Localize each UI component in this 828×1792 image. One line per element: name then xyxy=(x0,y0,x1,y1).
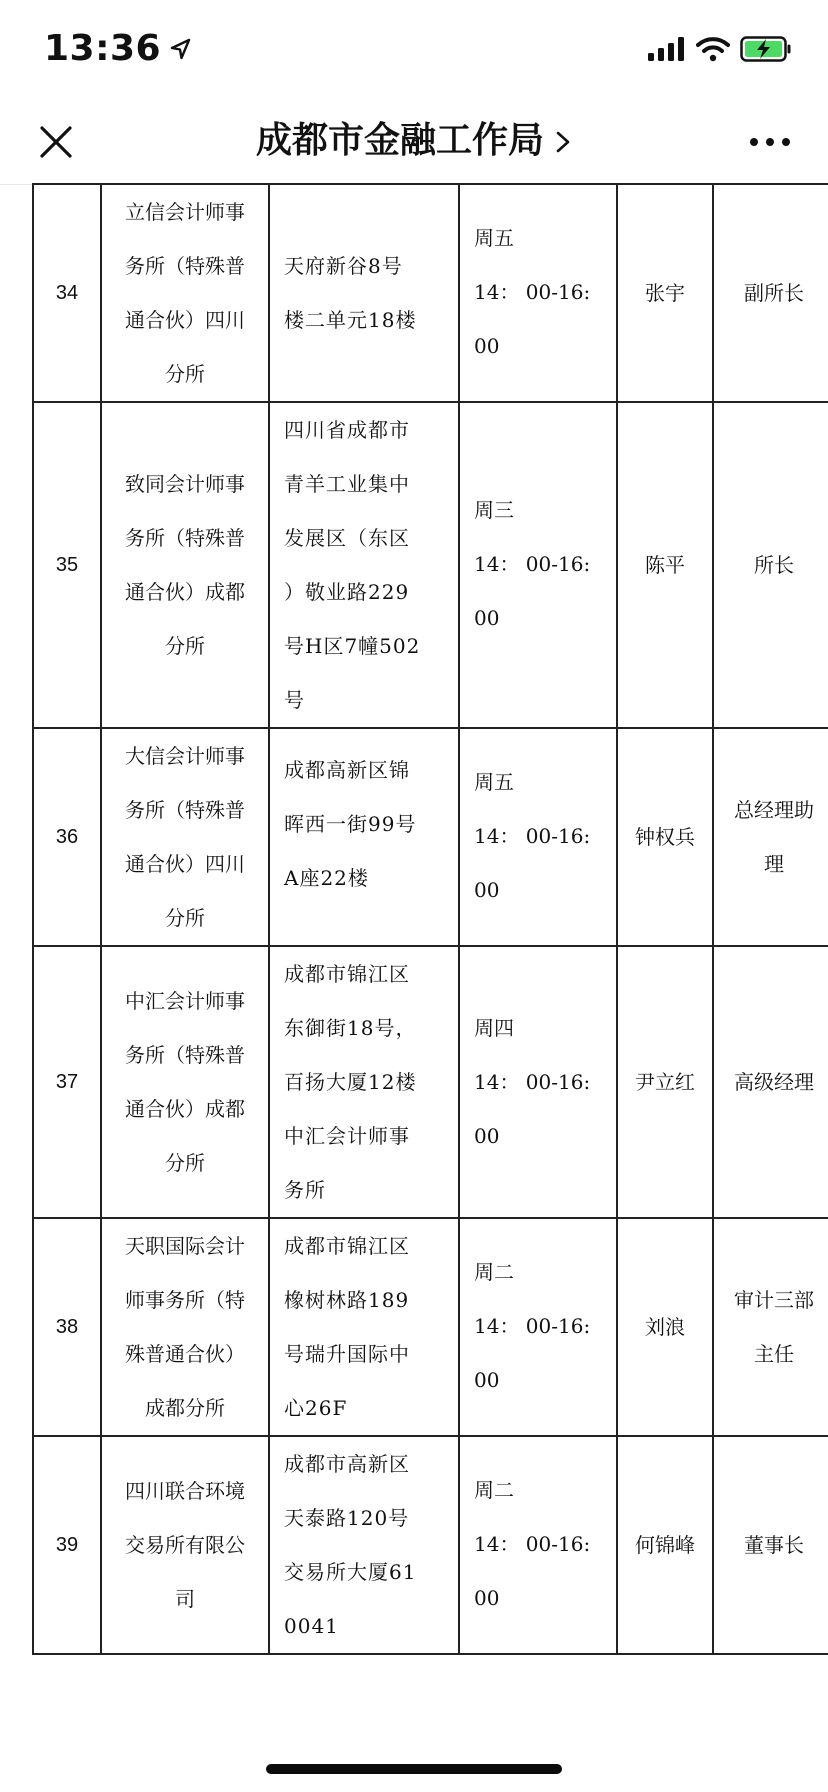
title-text: 所长 xyxy=(754,553,794,577)
table-row xyxy=(33,402,828,728)
row-number: 34 xyxy=(33,184,101,402)
contact-title xyxy=(713,184,828,402)
institution-address xyxy=(269,184,459,402)
address-text: 成都市高新区 天泰路120号 交易所大厦61 0041 xyxy=(284,1452,417,1638)
time-text: 周三 14： 00-16: 00 xyxy=(474,498,591,630)
contact-title xyxy=(713,728,828,946)
row-number: 37 xyxy=(33,946,101,1218)
title-text: 董事长 xyxy=(744,1533,804,1557)
address-text: 天府新谷8号 楼二单元18楼 xyxy=(284,254,417,332)
institution-name xyxy=(101,946,269,1218)
table-row xyxy=(33,1436,828,1654)
contact-person: 陈平 xyxy=(617,402,713,728)
reception-time xyxy=(459,402,617,728)
row-number: 38 xyxy=(33,1218,101,1436)
reception-time xyxy=(459,946,617,1218)
article-table-area xyxy=(32,183,814,1655)
nav-bar xyxy=(0,100,828,185)
contact-title xyxy=(713,946,828,1218)
contact-person: 张宇 xyxy=(617,184,713,402)
status-bar xyxy=(0,0,828,100)
wifi-icon xyxy=(696,36,730,62)
row-number: 36 xyxy=(33,728,101,946)
chevron-right-icon xyxy=(554,130,572,154)
institution-name-text: 致同会计师事 务所（特殊普 通合伙）成都 分所 xyxy=(125,472,245,658)
institution-address xyxy=(269,946,459,1218)
institution-name xyxy=(101,1436,269,1654)
cellular-signal-icon xyxy=(648,37,686,61)
institution-address xyxy=(269,728,459,946)
institution-name-text: 中汇会计师事 务所（特殊普 通合伙）成都 分所 xyxy=(125,989,245,1175)
reception-time xyxy=(459,1218,617,1436)
address-text: 成都高新区锦 晖西一街99号 A座22楼 xyxy=(284,758,417,890)
contact-person: 钟权兵 xyxy=(617,728,713,946)
title-text: 高级经理 xyxy=(734,1070,814,1094)
status-time xyxy=(44,28,193,69)
table-row xyxy=(33,184,828,402)
row-number: 39 xyxy=(33,1436,101,1654)
time-text: 周二 14： 00-16: 00 xyxy=(474,1260,591,1392)
institution-name xyxy=(101,402,269,728)
institution-name-text: 天职国际会计 师事务所（特 殊普通合伙） 成都分所 xyxy=(125,1234,245,1420)
contact-title xyxy=(713,1436,828,1654)
contact-table xyxy=(32,183,828,1655)
institution-name xyxy=(101,184,269,402)
title-text: 总经理助 理 xyxy=(734,798,814,876)
institution-name-text: 立信会计师事 务所（特殊普 通合伙）四川 分所 xyxy=(125,200,245,386)
title-text: 审计三部 主任 xyxy=(734,1288,814,1366)
contact-title xyxy=(713,402,828,728)
more-options-icon[interactable] xyxy=(748,136,792,148)
institution-name-text: 大信会计师事 务所（特殊普 通合伙）四川 分所 xyxy=(125,744,245,930)
contact-title xyxy=(713,1218,828,1436)
nav-title-link[interactable] xyxy=(0,116,828,166)
table-row xyxy=(33,946,828,1218)
time-text: 周五 14： 00-16: 00 xyxy=(474,770,591,902)
address-text: 四川省成都市 青羊工业集中 发展区（东区 ）敬业路229 号H区7幢502 号 xyxy=(284,418,421,712)
institution-name xyxy=(101,1218,269,1436)
reception-time xyxy=(459,1436,617,1654)
time-text: 周五 14： 00-16: 00 xyxy=(474,226,591,358)
row-number: 35 xyxy=(33,402,101,728)
status-indicators xyxy=(648,36,792,62)
title-text: 副所长 xyxy=(744,281,804,305)
institution-address xyxy=(269,402,459,728)
time-text: 周二 14： 00-16: 00 xyxy=(474,1478,591,1610)
contact-person: 刘浪 xyxy=(617,1218,713,1436)
institution-address xyxy=(269,1436,459,1654)
table-row xyxy=(33,1218,828,1436)
page-title: 成都市金融工作局 xyxy=(255,120,544,161)
battery-charging-icon xyxy=(740,36,792,62)
address-text: 成都市锦江区 东御街18号， 百扬大厦12楼 中汇会计师事 务所 xyxy=(284,962,417,1202)
address-text: 成都市锦江区 橡树林路189 号瑞升国际中 心26F xyxy=(284,1234,410,1420)
institution-name-text: 四川联合环境 交易所有限公 司 xyxy=(125,1479,245,1611)
time-text: 周四 14： 00-16: 00 xyxy=(474,1016,591,1148)
clock-text: 13:36 xyxy=(44,28,162,69)
reception-time xyxy=(459,728,617,946)
home-indicator[interactable] xyxy=(266,1764,562,1774)
institution-address xyxy=(269,1218,459,1436)
location-arrow-icon xyxy=(169,37,193,61)
contact-person: 何锦峰 xyxy=(617,1436,713,1654)
institution-name xyxy=(101,728,269,946)
reception-time xyxy=(459,184,617,402)
table-row xyxy=(33,728,828,946)
contact-person: 尹立红 xyxy=(617,946,713,1218)
